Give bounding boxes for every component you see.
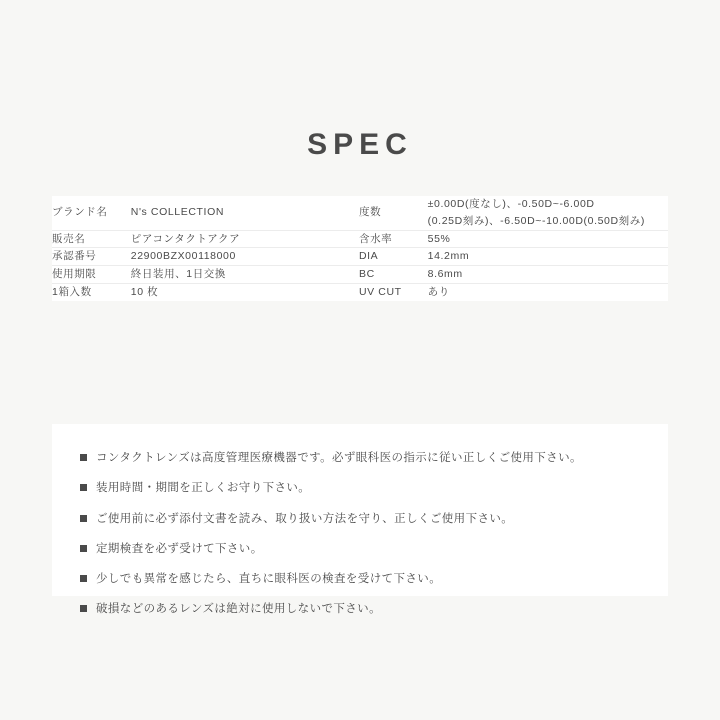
spec-value-approval-number: 22900BZX00118000 bbox=[130, 250, 236, 263]
spec-label-bc: BC bbox=[358, 268, 375, 281]
list-item bbox=[80, 480, 668, 497]
spec-value-uv-cut: あり bbox=[427, 285, 450, 298]
list-item bbox=[80, 450, 668, 467]
note-text: 少しでも異常を感じたら、直ちに眼科医の検査を受けて下さい。 bbox=[96, 573, 442, 585]
spec-value-usage-period: 終日装用、1日交換 bbox=[130, 268, 227, 281]
note-text: ご使用前に必ず添付文書を読み、取り扱い方法を守り、正しくご使用下さい。 bbox=[96, 512, 514, 525]
spec-value-power-line2: (0.25D刻み)、-6.50D~-10.00D(0.50D刻み) bbox=[427, 214, 645, 227]
table-row bbox=[52, 196, 668, 230]
spec-label-approval-number: 承認番号 bbox=[52, 250, 97, 263]
table-row bbox=[52, 248, 668, 266]
spec-value-bc: 8.6mm bbox=[427, 268, 463, 281]
spec-label-power: 度数 bbox=[358, 206, 382, 219]
square-bullet-icon bbox=[80, 515, 87, 522]
spec-label-water-content: 含水率 bbox=[358, 232, 393, 245]
spec-value-quantity: 10 枚 bbox=[130, 285, 159, 298]
spec-value-brand: N's COLLECTION bbox=[130, 206, 225, 219]
spec-table bbox=[52, 196, 668, 301]
spec-label-brand: ブランド名 bbox=[52, 206, 108, 219]
spec-value-product: ピアコンタクトアクア bbox=[130, 232, 241, 245]
spec-value-dia: 14.2mm bbox=[427, 250, 470, 263]
square-bullet-icon bbox=[80, 484, 87, 491]
table-row bbox=[52, 230, 668, 248]
note-text: コンタクトレンズは高度管理医療機器です。必ず眼科医の指示に従い正しくご使用下さい。 bbox=[96, 452, 582, 464]
spec-value-water-content: 55% bbox=[427, 232, 451, 245]
list-item bbox=[80, 541, 668, 558]
spec-label-usage-period: 使用期限 bbox=[52, 268, 97, 281]
spec-value-power-line1: ±0.00D(度なし)、-0.50D~-6.00D bbox=[427, 198, 595, 210]
spec-label-quantity: 1箱入数 bbox=[52, 285, 92, 298]
page-title: SPEC bbox=[307, 128, 413, 161]
table-row bbox=[52, 283, 668, 300]
note-text: 破損などのあるレンズは絶対に使用しないで下さい。 bbox=[96, 603, 381, 616]
table-row bbox=[52, 266, 668, 284]
spec-label-product: 販売名 bbox=[52, 232, 86, 245]
spec-label-uv-cut: UV CUT bbox=[358, 285, 402, 298]
note-text: 装用時間・期間を正しくお守り下さい。 bbox=[96, 482, 311, 495]
notes-panel bbox=[52, 424, 668, 616]
list-item bbox=[80, 601, 668, 618]
list-item bbox=[80, 571, 668, 588]
square-bullet-icon bbox=[80, 575, 87, 582]
spec-value-power bbox=[428, 196, 668, 230]
square-bullet-icon bbox=[80, 454, 87, 461]
square-bullet-icon bbox=[80, 545, 87, 552]
square-bullet-icon bbox=[80, 605, 87, 612]
list-item bbox=[80, 511, 668, 528]
note-text: 定期検査を必ず受けて下さい。 bbox=[96, 542, 263, 555]
spec-label-dia: DIA bbox=[358, 250, 379, 263]
